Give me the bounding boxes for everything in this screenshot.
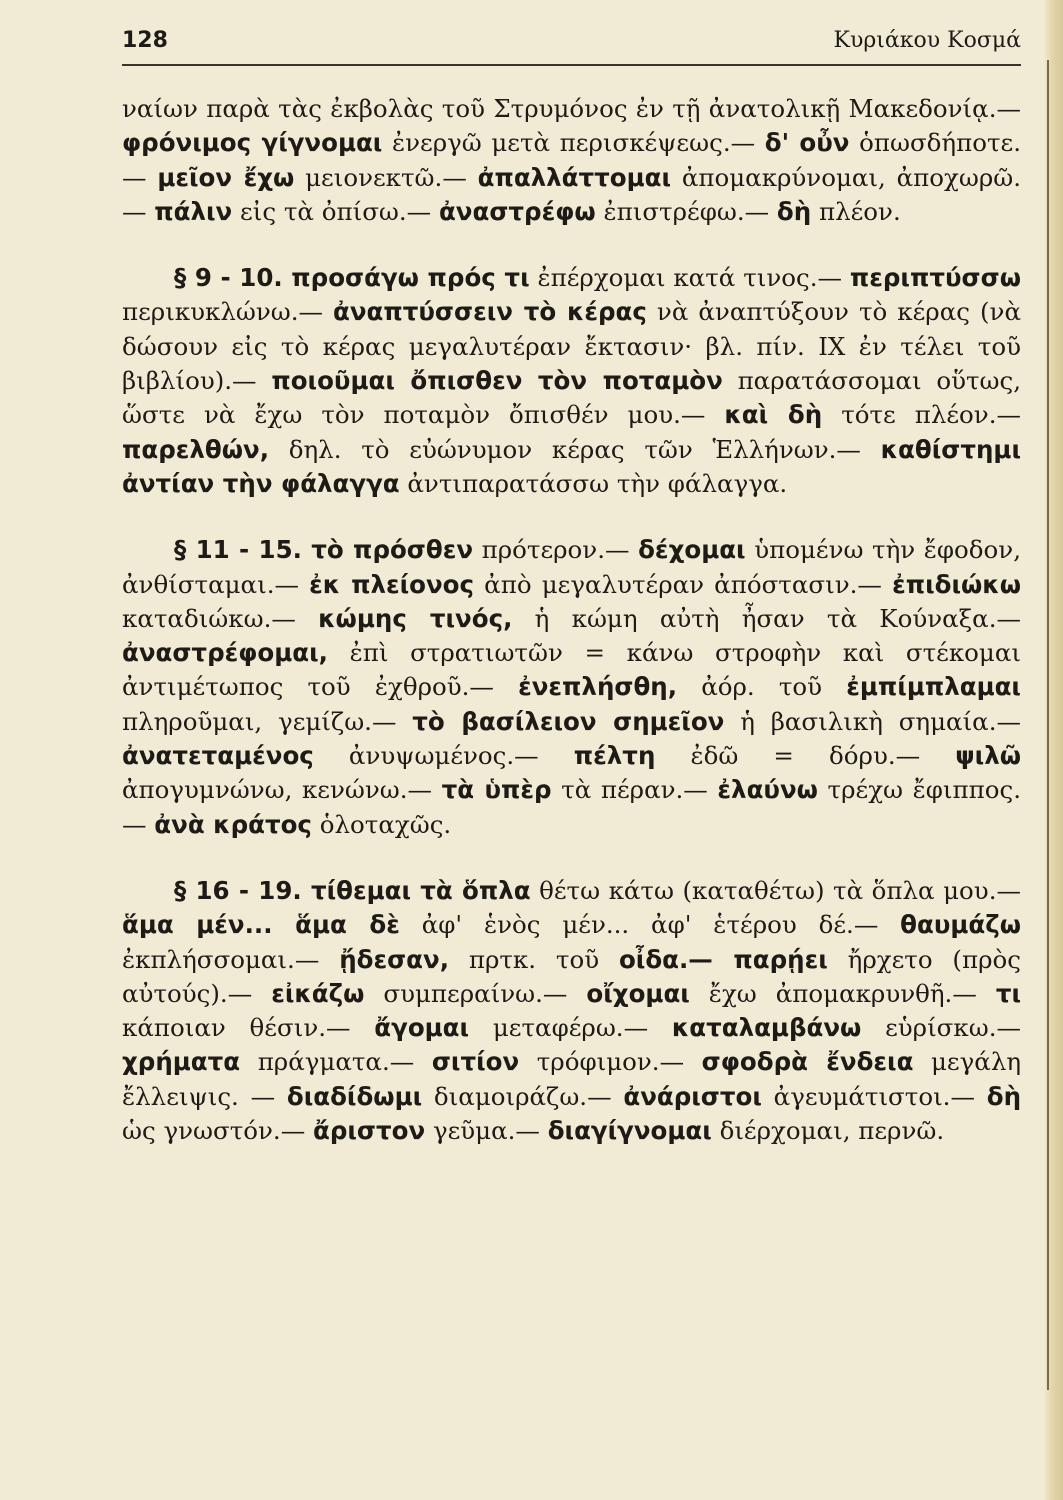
- headword: ἄγομαι: [374, 1013, 470, 1043]
- headword: δὴ: [986, 1081, 1022, 1111]
- headword: τι: [995, 978, 1022, 1008]
- gloss: ἀπομακρύνομαι, ἀποχωρῶ. —: [122, 162, 1021, 226]
- headword: ἀνάριστοι: [623, 1081, 762, 1111]
- headword: ἐπιδιώκω: [892, 569, 1021, 599]
- gloss: εἰς τὰ ὀπίσω.—: [232, 196, 439, 226]
- headword: καὶ δὴ: [724, 400, 823, 430]
- gloss: μεγάλη ἔλλειψις. —: [122, 1047, 1022, 1111]
- gloss: ἐκπλήσσομαι.—: [122, 944, 340, 974]
- page-header: [122, 28, 1021, 62]
- headword: ἀναστρέφω: [438, 196, 596, 226]
- headword: οἴχομαι: [586, 978, 690, 1008]
- gloss: ἀπογυμνώνω, κενώνω.—: [122, 775, 442, 805]
- headword: περιπτύσσω: [849, 263, 1021, 293]
- headword: ᾔδεσαν,: [339, 944, 450, 974]
- headword: § 16 - 19. τίθεμαι τὰ ὅπλα: [174, 875, 531, 905]
- gloss: ἐνεργῶ μετὰ περισκέψεως.—: [382, 128, 765, 158]
- headword: τὰ ὑπὲρ: [441, 775, 552, 805]
- gloss: διαμοιράζω.—: [422, 1081, 624, 1111]
- headword: οἶδα.— παρῄει: [618, 944, 828, 974]
- headword: διαδίδωμι: [286, 1081, 423, 1111]
- gloss: εὑρίσκω.—: [861, 1013, 1021, 1043]
- headword: δ' οὖν: [764, 128, 850, 158]
- gloss: ἤρχετο (πρὸς αὐτούς).—: [122, 944, 1021, 1008]
- gloss: διέρχομαι, περνῶ.: [711, 1116, 945, 1146]
- headword: § 11 - 15. τὸ πρόσθεν: [174, 535, 474, 565]
- headword: φρόνιμος γίγνομαι: [122, 128, 383, 158]
- gloss: γεῦμα.—: [425, 1116, 548, 1146]
- gloss: τὰ πέραν.—: [551, 775, 718, 805]
- gloss: μειονεκτῶ.—: [294, 162, 478, 192]
- headword: σφοδρὰ ἔνδεια: [701, 1047, 914, 1077]
- gloss: ἐπὶ στρατιωτῶν = κάνω στροφὴν καὶ στέκομαι ἀντιμέτωπος τοῦ ἐχθροῦ.—: [122, 638, 1021, 702]
- gloss: ἐπιστρέφω.—: [595, 196, 777, 226]
- gloss: ἀντιπαρατάσσω τὴν φάλαγγα.: [399, 468, 788, 498]
- headword: ἐμπίμπλαμαι: [846, 672, 1021, 702]
- gloss: ἀγευμάτιστοι.—: [761, 1081, 987, 1111]
- headword: μεῖον ἔχω: [157, 162, 295, 192]
- gloss: θέτω κάτω (καταθέτω) τὰ ὅπλα μου.—: [530, 875, 1021, 905]
- gloss: ἀόρ. τοῦ: [677, 672, 847, 702]
- headword: ἄριστον: [313, 1116, 426, 1146]
- gloss: παρατάσσομαι οὕτως, ὥστε νὰ ἔχω τὸν ποταμὸν ὄπισθέν μου.—: [122, 366, 1022, 430]
- gloss: τρόφιμον.—: [519, 1047, 702, 1077]
- header-rule: [122, 64, 1021, 66]
- headword: πέλτη: [573, 741, 656, 771]
- gloss: κάποιαν θέσιν.—: [122, 1013, 375, 1043]
- headword: ἀναστρέφομαι,: [122, 638, 328, 668]
- gloss: ἡ κώμη αὐτὴ ἦσαν τὰ Κούναξα.—: [512, 603, 1021, 633]
- headword: ἐκ πλείονος: [309, 569, 475, 599]
- gloss: τρέχω ἔφιππος.—: [122, 775, 1021, 839]
- headword: διαγίγνομαι: [547, 1116, 712, 1146]
- gloss: δηλ. τὸ εὐώνυμον κέρας τῶν Ἑλλήνων.—: [269, 434, 881, 464]
- gloss: συμπεραίνω.—: [364, 978, 587, 1008]
- gloss: ναίων παρὰ τὰς ἐκβολὰς τοῦ Στρυμόνος ἐν τῇ ἀνατολικῇ Μακεδονίᾳ.—: [122, 94, 1021, 123]
- gloss: πρτκ. τοῦ: [449, 944, 619, 974]
- headword: χρήματα: [122, 1047, 241, 1077]
- gloss: ὁπωσδήποτε.—: [122, 128, 1021, 192]
- headword: δέχομαι: [638, 535, 746, 565]
- gloss: ὁλοταχῶς.: [311, 809, 452, 839]
- book-spine-line: [1047, 60, 1049, 1390]
- headword: ἐνεπλήσθη,: [518, 672, 678, 702]
- running-title: Κυριάκου Κοσμά: [833, 28, 1021, 53]
- gloss: ἀνυψωμένος.—: [313, 741, 574, 771]
- gloss: πρότερον.—: [473, 535, 639, 565]
- headword: τὸ βασίλειον σημεῖον: [412, 706, 725, 736]
- gloss: ὑπομένω τὴν ἔφοδον, ἀνθίσταμαι.—: [122, 535, 1021, 599]
- gloss: καταδιώκω.—: [122, 603, 319, 633]
- headword: ψιλῶ: [955, 741, 1022, 771]
- gloss: ἀπὸ μεγαλυτέραν ἀπόστασιν.—: [474, 569, 893, 599]
- headword: ἀναπτύσσειν τὸ κέρας: [333, 297, 647, 327]
- gloss: νὰ ἀναπτύξουν τὸ κέρας (νὰ δώσουν εἰς τὸ κέρας μεγαλυτέραν ἔκτασιν· βλ. πίν. ΙΧ ἐν τέλει τοῦ βιβλίου).—: [122, 297, 1021, 396]
- headword: δὴ: [776, 196, 812, 226]
- gloss: ὡς γνωστόν.—: [122, 1116, 313, 1146]
- paragraph-1: [122, 92, 1021, 229]
- headword: ἐλαύνω: [717, 775, 818, 805]
- commentary-text: [122, 92, 1021, 1148]
- headword: παρελθών,: [122, 434, 270, 464]
- headword: καταλαμβάνω: [671, 1013, 862, 1043]
- headword: καθίστημι ἀντίαν τὴν φάλαγγα: [122, 434, 1021, 498]
- headword: ἀπαλλάττομαι: [477, 162, 672, 192]
- headword: εἰκάζω: [271, 978, 365, 1008]
- gloss: μεταφέρω.—: [469, 1013, 672, 1043]
- headword: ἅμα μέν... ἅμα δὲ: [122, 910, 400, 940]
- paragraph-3: [122, 533, 1021, 842]
- gloss: τότε πλέον.—: [822, 400, 1021, 430]
- headword: σιτίον: [431, 1047, 520, 1077]
- gloss: πράγματα.—: [240, 1047, 432, 1077]
- gloss: ἔχω ἀπομακρυνθῆ.—: [689, 978, 996, 1008]
- gloss: ἡ βασιλικὴ σημαία.—: [724, 706, 1022, 736]
- headword: θαυμάζω: [900, 910, 1021, 940]
- headword: πάλιν: [154, 196, 233, 226]
- paragraph-4: [122, 874, 1021, 1148]
- headword: ἀνατεταμένος: [122, 741, 314, 771]
- headword: § 9 - 10. προσάγω πρός τι: [174, 263, 530, 293]
- gloss: ἐδῶ = δόρυ.—: [655, 741, 956, 771]
- gloss: περικυκλώνω.—: [122, 297, 334, 327]
- gloss: ἐπέρχομαι κατά τινος.—: [529, 263, 850, 293]
- headword: κώμης τινός,: [318, 603, 513, 633]
- page-number: 128: [122, 28, 168, 53]
- headword: ἀνὰ κράτος: [154, 809, 312, 839]
- paragraph-2: [122, 261, 1021, 501]
- gloss: ἀφ' ἑνὸς μέν... ἀφ' ἑτέρου δέ.—: [399, 910, 901, 940]
- gloss: πληροῦμαι, γεμίζω.—: [122, 706, 413, 736]
- gloss: πλέον.: [811, 196, 901, 226]
- headword: ποιοῦμαι ὄπισθεν τὸν ποταμὸν: [271, 366, 723, 396]
